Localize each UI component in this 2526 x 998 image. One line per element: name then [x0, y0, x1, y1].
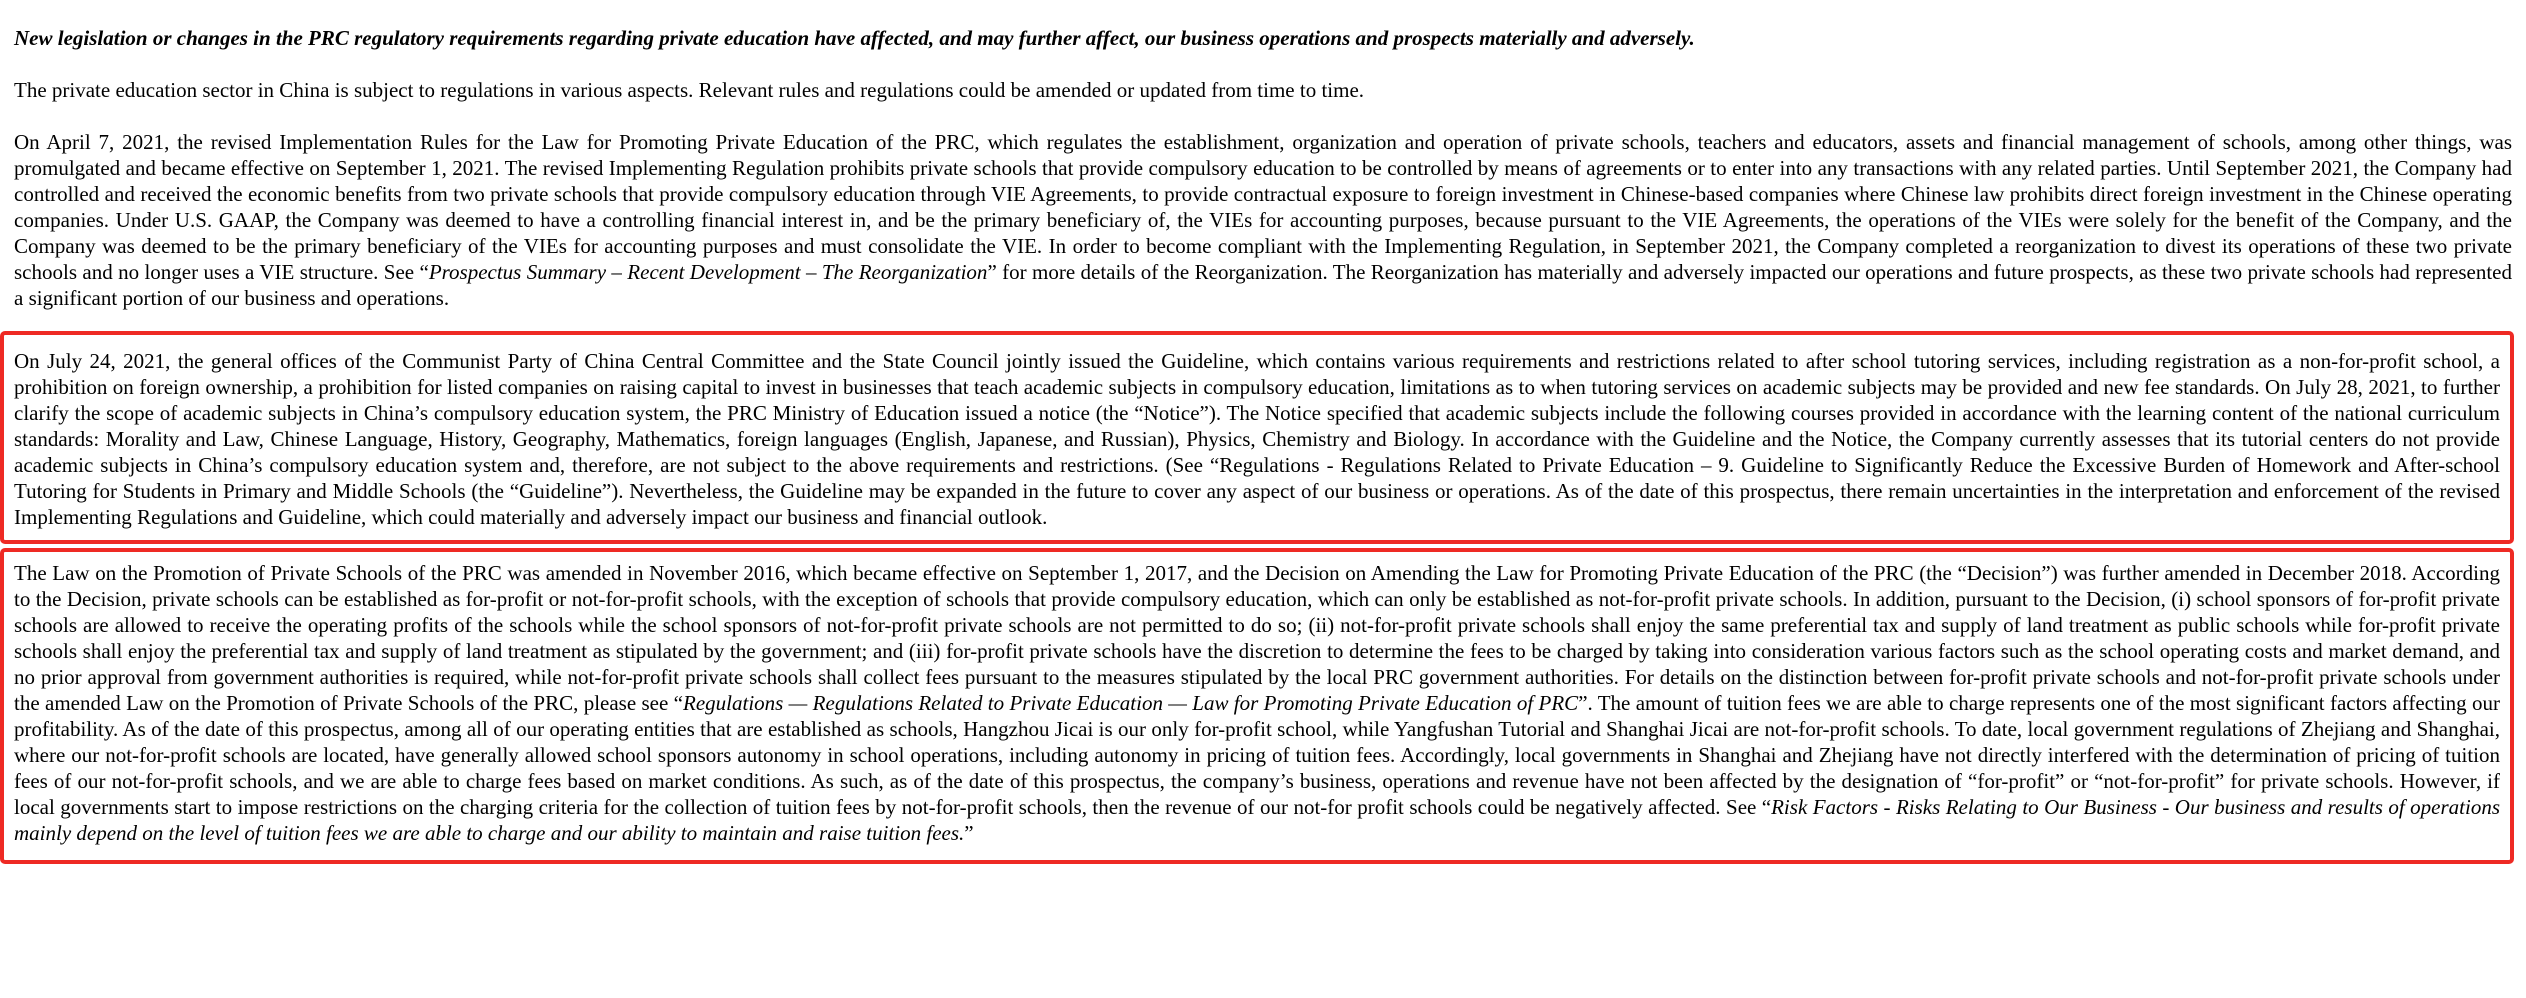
paragraph-text: On April 7, 2021, the revised Implementation Rules for the Law for Promoting Private Education of the PRC, which regulates the establishment, organization and operation of private schools, teachers and educators, assets and financial management of schools, among other things, was promulgated and became effective on September 1, 2021. The revised Implementing Regulation prohibits private schools that provide compulsory education to be controlled by means of agreements or to enter into any transactions with any related parties. Until September 2021, the Company had controlled and received the economic benefits from two private schools that provide compulsory education through VIE Agreements, to provide contractual exposure to foreign investment in Chinese-based companies where Chinese law prohibits direct foreign investment in the Chinese operating companies. Under U.S. GAAP, the Company was deemed to have a controlling financial interest in, and be the primary beneficiary of, the VIEs for accounting purposes, because pursuant to the VIE Agreements, the operations of the VIEs were solely for the benefit of the Company, and the Company was deemed to be the primary beneficiary of the VIEs for accounting purposes and must consolidate the VIE. In order to become compliant with the Implementing Regulation, in September 2021, the Company completed a reorganization to divest its operations of these two private schools and no longer uses a VIE structure. See “: [14, 130, 2512, 284]
paragraph-text: ”. The amount of tuition fees we are able to charge represents one of the most significant factors affecting our profitability. As of the date of this prospectus, among all of our operating entities that are established as schools, Hangzhou Jicai is our only for-profit school, while Yangfushan Tutorial and Shanghai Jicai are not-for-profit schools. To date, local government regulations of Zhejiang and Shanghai, where our not-for-profit schools are located, have generally allowed school sponsors autonomy in school operations, including autonomy in pricing of tuition fees. Accordingly, local governments in Shanghai and Zhejiang have not directly interfered with the determination of pricing of tuition fees of our not-for-profit schools, and we are able to charge fees based on market conditions. As such, as of the date of this prospectus, the company’s business, operations and revenue have not been affected by the designation of “for-profit” or “not-for-profit” for private schools. However, if local governments start to impose restrictions on the charging criteria for the collection of tuition fees by not-for-profit schools, then the revenue of our not-for profit schools could be negatively affected. See “: [14, 691, 2501, 819]
cross-reference-regulations: Regulations — Regulations Related to Private Education — Law for Promoting Private Education of PRC: [683, 691, 1579, 715]
highlight-box-private-schools-law: [0, 548, 2514, 864]
risk-factor-heading: New legislation or changes in the PRC regulatory requirements regarding private education have affected, and may further affect, our business operations and prospects materially and adversely.: [14, 26, 1695, 50]
document-page: [14, 25, 2512, 864]
paragraph-text: ”: [964, 821, 974, 845]
cross-reference-risk-factors: Risk Factors - Risks Relating to Our Business - Our business and results of operations mainly depend on the level of tuition fees we are able to charge and our ability to maintain and raise tuition fees.: [14, 795, 2500, 845]
paragraph-implementation-rules: [14, 129, 2512, 311]
cross-reference-reorganization: Prospectus Summary – Recent Development – The Reorganization: [428, 260, 988, 284]
paragraph-text: The Law on the Promotion of Private Schools of the PRC was amended in November 2016, which became effective on September 1, 2017, and the Decision on Amending the Law for Promoting Private Education of the PRC (the “Decision”) was further amended in December 2018. According to the Decision, private schools can be established as for-profit or not-for-profit schools, with the exception of schools that provide compulsory education, which can only be established as not-for-profit private schools. In addition, pursuant to the Decision, (i) school sponsors of for-profit private schools are allowed to receive the operating profits of the schools while the school sponsors of not-for-profit private schools are not permitted to do so; (ii) not-for-profit private schools shall enjoy the same preferential tax and supply of land treatment as public schools while for-profit private schools shall enjoy the preferential tax and supply of land treatment as stipulated by the government; and (iii) for-profit private schools have the discretion to determine the fees to be charged by taking into consideration various factors such as the school operating costs and market demand, and no prior approval from government authorities is required, while not-for-profit private schools shall collect fees pursuant to the measures stipulated by the local PRC government authorities. For details on the distinction between for-profit private schools and not-for-profit private schools under the amended Law on the Promotion of Private Schools of the PRC, please see “: [14, 561, 2500, 715]
paragraph-private-education-sector: The private education sector in China is subject to regulations in various aspects. Relevant rules and regulations could be amended or updated from time to time.: [14, 78, 1365, 102]
paragraph-private-schools-law: [14, 560, 2500, 846]
paragraph-text: ” for more details of the Reorganization. The Reorganization has materially and adversely impacted our operations and future prospects, as these two private schools had represented a significant portion of our business and operations.: [14, 260, 2512, 310]
highlight-box-guideline: [0, 331, 2514, 544]
paragraph-guideline: On July 24, 2021, the general offices of the Communist Party of China Central Committee and the State Council jointly issued the Guideline, which contains various requirements and restrictions related to after school tutoring services, including registration as a non-for-profit school, a prohibition on foreign ownership, a prohibition for listed companies on raising capital to invest in businesses that teach academic subjects in compulsory education, limitations as to when tutoring services on academic subjects may be provided and new fee standards. On July 28, 2021, to further clarify the scope of academic subjects in China’s compulsory education system, the PRC Ministry of Education issued a notice (the “Notice”). The Notice specified that academic subjects include the following courses provided in accordance with the learning content of the national curriculum standards: Morality and Law, Chinese Language, History, Geography, Mathematics, foreign languages (English, Japanese, and Russian), Physics, Chemistry and Biology. In accordance with the Guideline and the Notice, the Company currently assesses that its tutorial centers do not provide academic subjects in China’s compulsory education system and, therefore, are not subject to the above requirements and restrictions. (See “Regulations - Regulations Related to Private Education – 9. Guideline to Significantly Reduce the Excessive Burden of Homework and After-school Tutoring for Students in Primary and Middle Schools (the “Guideline”). Nevertheless, the Guideline may be expanded in the future to cover any aspect of our business or operations. As of the date of this prospectus, there remain uncertainties in the interpretation and enforcement of the revised Implementing Regulations and Guideline, which could materially and adversely impact our business and financial outlook.: [14, 349, 2500, 529]
